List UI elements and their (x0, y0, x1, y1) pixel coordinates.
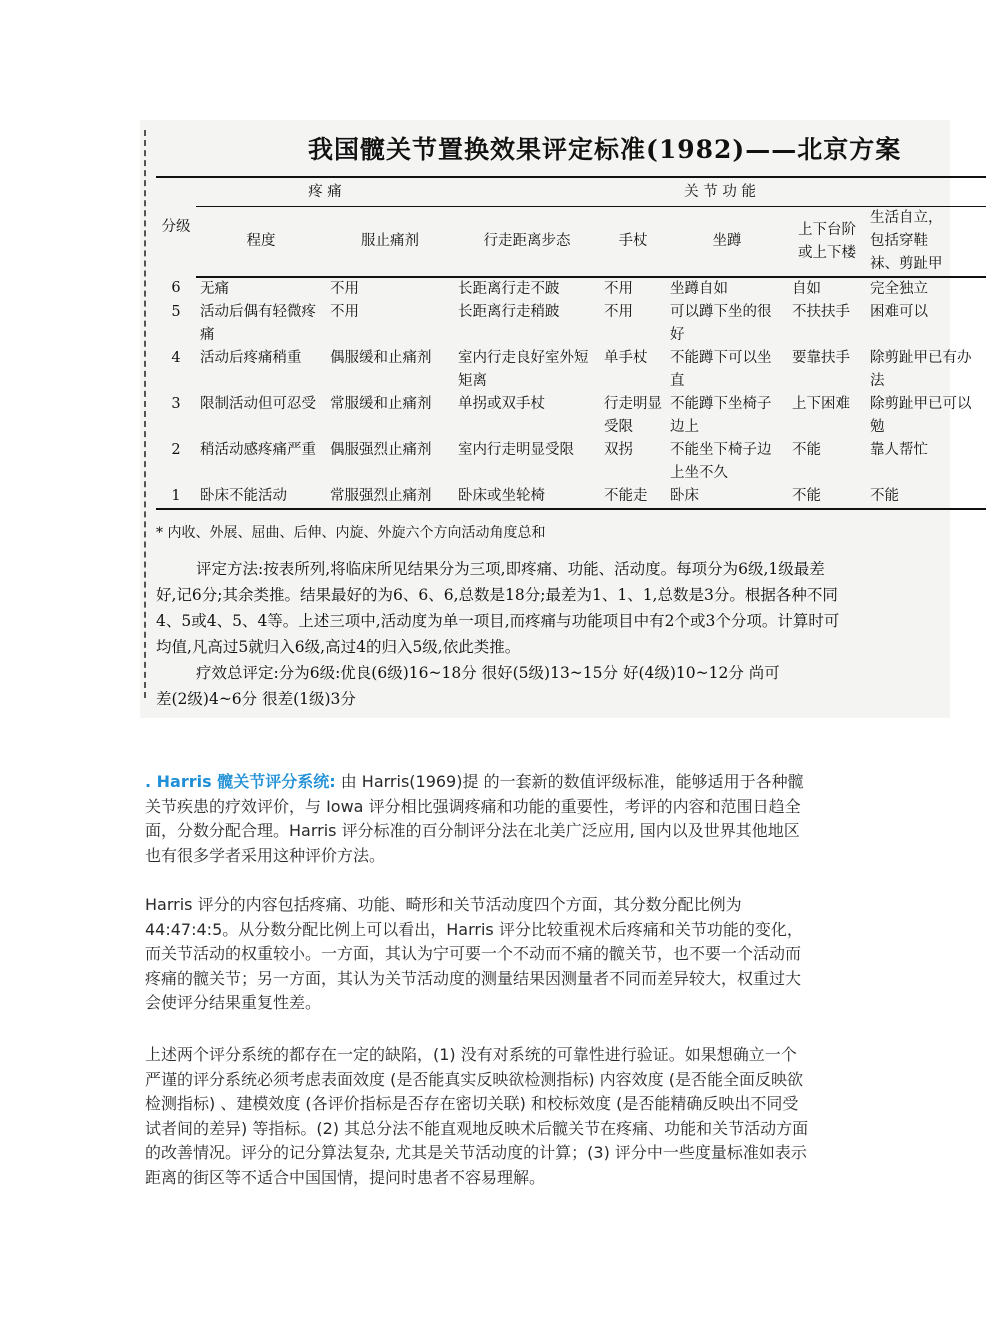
cell-walk: 室内行走明显受限 (458, 442, 575, 458)
cell-level: 3 (171, 396, 181, 412)
cell-degree: 稍活动感疼痛严重 (200, 442, 316, 458)
cell-degree: 活动后疼痛稍重 (200, 350, 302, 366)
harris-content-paragraph: Harris 评分的内容包括疼痛、功能、畸形和关节活动度四个方面，其分数分配比例为 44:47:4:5。从分数分配比例上可以看出，Harris 评分比较重视术后疼痛和关节功能的变化，而关节活动的权重较小。一方面，其认为宁可要一个不动而不痛的髋关节，也不要一个活动而疼痛的髋关节；另一方面，其认为关节活动度的测量结果因测量者不同而差异较大，权重过大会使评分结果重复性差。 (145, 895, 803, 1012)
cell-degree: 无痛 (200, 281, 229, 297)
cell-walk: 长距离行走稍跛 (458, 304, 560, 320)
cell-squat: 不能蹲下坐椅子边上 (670, 396, 772, 435)
limitations-paragraph: 上述两个评分系统的都存在一定的缺陷，(1) 没有对系统的可靠性进行验证。如果想确立一个严谨的评分系统必须考虑表面效度 (是否能真实反映欲检测指标) 内容效度 (是否能全面反映欲检测指标) 、建模效度 (各评价指标是否存在密切关联) 和校标效度 (是否能精确反映出不同受试者间的差异) 等指标。(2) 其总分法不能直观地反映术后髋关节在疼痛、功能和关节活动方面的改善情况。评分的记分算法复杂, 尤其是关节活动度的计算；(3) 评分中一些度量标准如表示距离的街区等不适合中国国情，提问时患者不容易理解。 (145, 1045, 809, 1187)
cell-walk: 室内行走良好室外短矩离 (458, 350, 589, 389)
cell-cane: 不能走 (600, 485, 666, 509)
rating-table (156, 176, 986, 510)
cell-life: 不能 (866, 485, 986, 509)
header-squat: 坐蹲 (666, 207, 788, 278)
scan-margin-line (144, 130, 146, 698)
scanned-table-image (140, 120, 972, 718)
cell-stairs: 不能 (788, 485, 866, 509)
method-line: 好,记6分;其余类推。结果最好的为6、6、6,总数是18分;最差为1、1、1,总数是3分。根据各种不同 (156, 586, 838, 604)
harris-heading: . Harris 髋关节评分系统: (145, 772, 336, 791)
header-walk: 行走距离步态 (454, 207, 600, 278)
cell-stairs: 上下困难 (792, 396, 851, 412)
cell-level: 6 (171, 280, 181, 296)
cell-drug: 偶服强烈止痛剂 (330, 442, 432, 458)
header-level: 分级 (156, 177, 196, 277)
harris-intro-paragraph (145, 770, 810, 868)
cell-degree: 活动后偶有轻微疼痛 (200, 304, 316, 343)
cell-life: 除剪趾甲已可以勉 (870, 396, 972, 435)
header-life: 生活自立， 包括穿鞋 袜、剪趾甲 (866, 207, 986, 278)
cell-stairs: 自如 (792, 281, 822, 297)
cell-stairs: 要靠扶手 (792, 350, 851, 366)
cell-level: 1 (156, 485, 196, 509)
cell-cane: 双拐 (604, 442, 634, 458)
method-line: 评定方法:按表所列,将临床所见结果分为三项,即疼痛、功能、活动度。每项分为6级,1级最差 (196, 560, 825, 578)
cell-level: 4 (171, 350, 181, 366)
method-line: 疗效总评定:分为6级:优良(6级)16~18分 很好(5级)13~15分 好(4级)10~12分 尚可 (196, 664, 780, 682)
table-row (156, 439, 986, 485)
cell-drug: 不用 (330, 281, 359, 297)
cell-life: 除剪趾甲已有办法 (870, 350, 972, 389)
cell-walk: 卧床或坐轮椅 (454, 485, 600, 509)
harris-intro-text: 由 Harris(1969)提 的一套新的数值评级标准，能够适用于各种髋关节疾患的疗效评价，与 Iowa 评分相比强调疼痛和功能的重要性，考评的内容和范围日趋全面，分数分配合理。Harris 评分标准的百分制评分法在北美广泛应用, 国内以及世界其他地区也有很多学者采用这种评价方法。 (145, 772, 804, 865)
cell-level: 2 (171, 442, 181, 458)
table-footnote: * 内收、外展、屈曲、后伸、内旋、外旋六个方向活动角度总和 (156, 525, 546, 541)
header-group-pain: 疼 痛 (196, 177, 454, 207)
header-stairs: 上下台阶 或上下楼 (788, 207, 866, 278)
cell-life: 完全独立 (870, 281, 929, 297)
cell-degree: 卧床不能活动 (196, 485, 326, 509)
method-line: 4、5或4、5、4等。上述三项中,活动度为单一项目,而疼痛与功能项目中有2个或3个分项。计算时可 (156, 612, 840, 630)
table-row (156, 347, 986, 393)
header-degree: 程度 (196, 207, 326, 278)
table-row (156, 393, 986, 439)
header-cane: 手杖 (600, 207, 666, 278)
cell-drug: 偶服缓和止痛剂 (330, 350, 432, 366)
cell-stairs: 不能 (792, 442, 822, 458)
cell-drug: 常服强烈止痛剂 (326, 485, 454, 509)
method-paragraph (156, 556, 839, 712)
cell-squat: 卧床 (666, 485, 788, 509)
cell-squat: 不能蹲下可以坐直 (670, 350, 772, 389)
method-line: 差(2级)4~6分 很差(1级)3分 (156, 690, 356, 708)
table-row (156, 485, 986, 509)
table-row (156, 277, 986, 301)
cell-degree: 限制活动但可忍受 (200, 396, 316, 412)
cell-life: 困难可以 (870, 304, 929, 320)
cell-level: 5 (171, 304, 181, 320)
cell-life: 靠人帮忙 (870, 442, 929, 458)
cell-drug: 不用 (330, 304, 359, 320)
method-line: 均值,凡高过5就归入6级,高过4的归入5级,依此类推。 (156, 638, 521, 656)
cell-cane: 不用 (604, 304, 634, 320)
cell-stairs: 不扶扶手 (792, 304, 851, 320)
cell-squat: 可以蹲下坐的很好 (670, 304, 772, 343)
cell-cane: 单手杖 (604, 350, 648, 366)
cell-cane: 不用 (604, 281, 634, 297)
cell-squat: 不能坐下椅子边上坐不久 (670, 442, 772, 481)
table-row (156, 301, 986, 347)
header-group-function: 关 节 功 能 (454, 177, 986, 207)
cell-walk: 长距离行走不跛 (458, 281, 560, 297)
cell-squat: 坐蹲自如 (670, 281, 729, 297)
cell-cane: 行走明显受限 (604, 396, 663, 435)
cell-walk: 单拐或双手杖 (458, 396, 546, 412)
scan-title: 我国髋关节置换效果评定标准(1982)——北京方案 (308, 135, 902, 164)
cell-drug: 常服缓和止痛剂 (330, 396, 432, 412)
header-drug: 服止痛剂 (326, 207, 454, 278)
